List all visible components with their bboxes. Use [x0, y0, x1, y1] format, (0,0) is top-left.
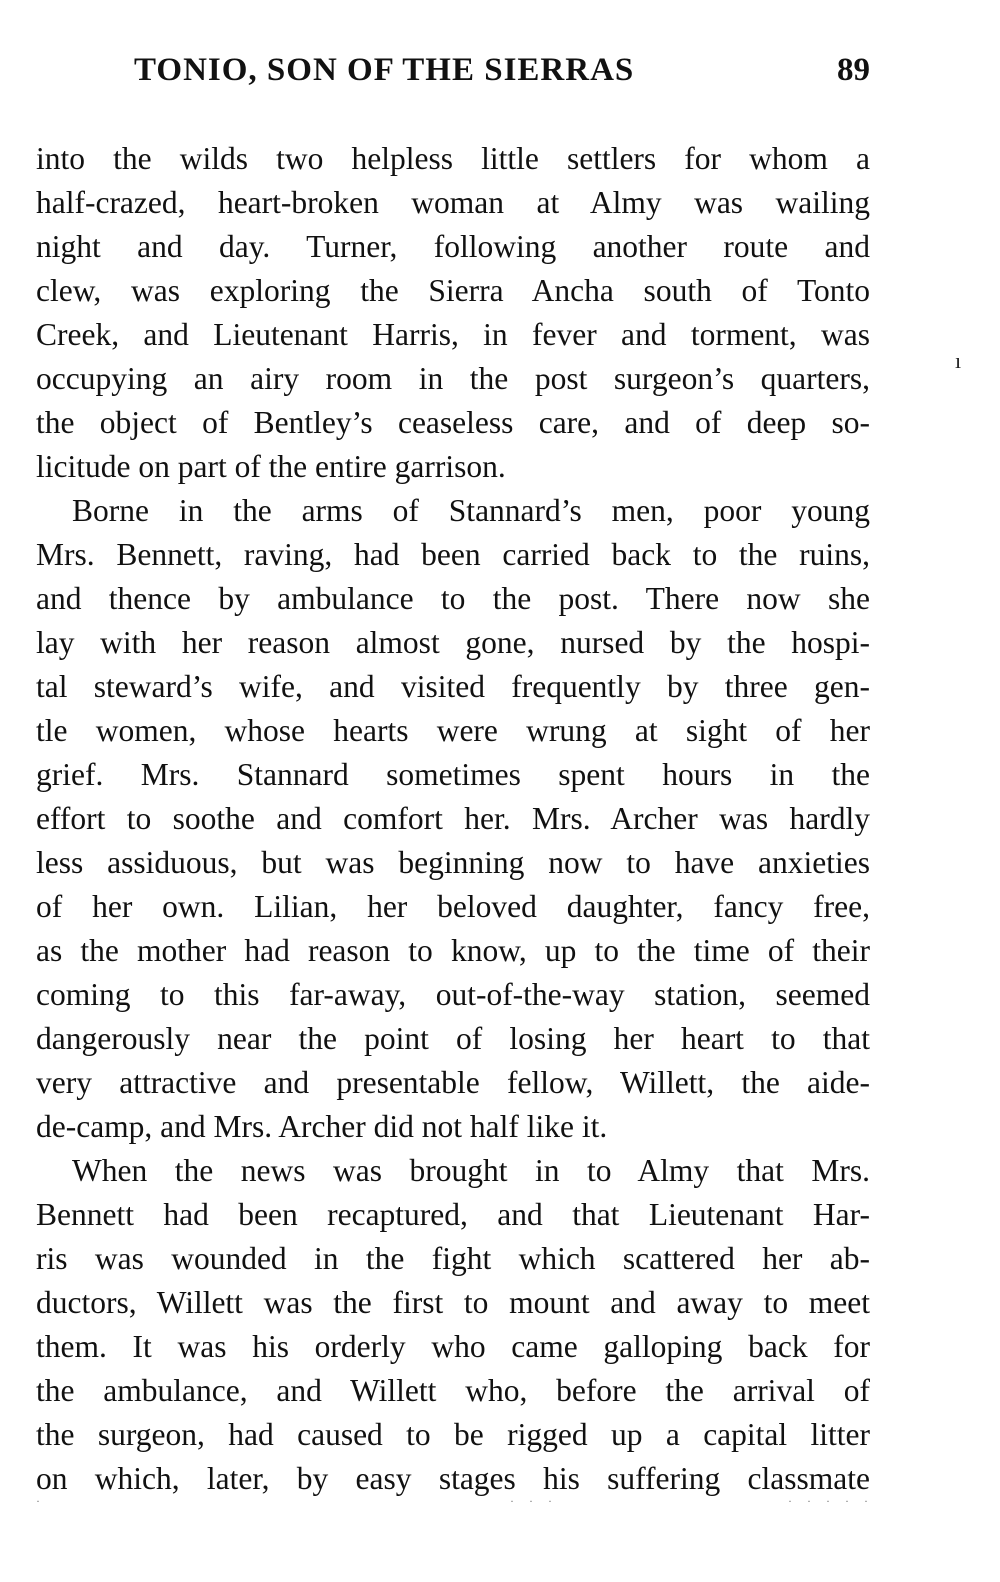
text-line: occupying an airy room in the post surgeon’s quarters,: [36, 361, 870, 396]
page-number: 89: [837, 52, 870, 88]
text-line: tal steward’s wife, and visited frequently by three gen-: [36, 669, 870, 704]
running-header: [36, 52, 870, 96]
text-line: and thence by ambulance to the post. There now she: [36, 581, 870, 616]
text-line: clew, was exploring the Sierra Ancha south of Tonto: [36, 273, 870, 308]
text-line: as the mother had reason to know, up to the time of their: [36, 933, 870, 968]
text-line: the object of Bentley’s ceaseless care, and of deep so-: [36, 405, 870, 440]
text-line: on which, later, by easy stages his suffering classmate: [36, 1461, 870, 1496]
paragraph: [36, 489, 870, 1149]
scan-speck: ·: [36, 1494, 46, 1508]
text-line: ductors, Willett was the first to mount and away to meet: [36, 1285, 870, 1320]
text-line: lay with her reason almost gone, nursed by the hospi-: [36, 625, 870, 660]
running-title: TONIO, SON OF THE SIERRAS: [134, 52, 635, 88]
text-line: de-camp, and Mrs. Archer did not half like it.: [36, 1109, 608, 1144]
text-line: Bennett had been recaptured, and that Lieutenant Har-: [36, 1197, 870, 1232]
text-line: coming to this far-away, out-of-the-way station, seemed: [36, 977, 870, 1012]
stray-ink-mark: ı: [955, 348, 962, 373]
text-line: the ambulance, and Willett who, before the arrival of: [36, 1373, 870, 1408]
text-line: ris was wounded in the fight which scattered her ab-: [36, 1241, 870, 1276]
body-text: [36, 137, 870, 1501]
paragraph: [36, 137, 870, 489]
text-line: effort to soothe and comfort her. Mrs. Archer was hardly: [36, 801, 870, 836]
text-line: them. It was his orderly who came galloping back for: [36, 1329, 870, 1364]
text-line: less assiduous, but was beginning now to have anxieties: [36, 845, 870, 880]
scan-speck: · · ·: [510, 1494, 558, 1508]
text-line: dangerously near the point of losing her heart to that: [36, 1021, 870, 1056]
text-line: licitude on part of the entire garrison.: [36, 449, 506, 484]
text-line: Borne in the arms of Stannard’s men, poor young: [72, 493, 870, 528]
text-line: into the wilds two helpless little settlers for whom a: [36, 141, 870, 176]
text-line: the surgeon, had caused to be rigged up a capital litter: [36, 1417, 870, 1452]
text-line: very attractive and presentable fellow, Willett, the aide-: [36, 1065, 870, 1100]
text-line: Mrs. Bennett, raving, had been carried back to the ruins,: [36, 537, 870, 572]
text-line: Creek, and Lieutenant Harris, in fever and torment, was: [36, 317, 870, 352]
text-line: night and day. Turner, following another route and: [36, 229, 870, 264]
scan-speck: · · · · ·: [788, 1494, 874, 1508]
text-line: When the news was brought in to Almy that Mrs.: [72, 1153, 870, 1188]
text-line: of her own. Lilian, her beloved daughter, fancy free,: [36, 889, 870, 924]
text-line: half-crazed, heart-broken woman at Almy was wailing: [36, 185, 870, 220]
text-line: grief. Mrs. Stannard sometimes spent hours in the: [36, 757, 870, 792]
paragraph: [36, 1149, 870, 1501]
text-line: tle women, whose hearts were wrung at sight of her: [36, 713, 870, 748]
